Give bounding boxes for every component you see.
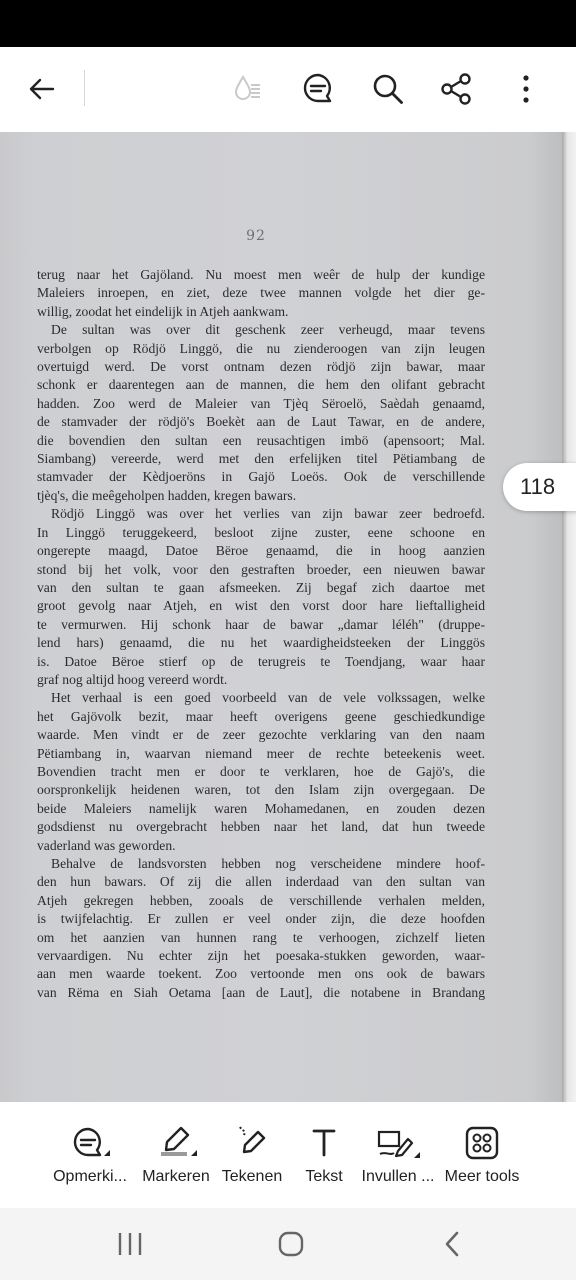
- bottom-toolbar: [0, 1102, 576, 1208]
- text-line: verbolgen op Rödjö Linggö, die nu zienderoogen van zijn leugen: [37, 340, 485, 356]
- text-line: stond bij het volk, voor den gestraften broeder, een nieuwen bawar: [37, 561, 485, 577]
- system-nav-bar: [0, 1208, 576, 1280]
- text-line: is. Datoe Bëroe stierf op de terugreis te Toendjang, waar haar: [37, 653, 485, 669]
- text-line: van Rëma en Siah Oetama [aan de Laut], die notabene in Brandang: [37, 984, 485, 1000]
- text-line: vervaardigen. Nu echter zijn het poesaka-stukken geworden, waar-: [37, 948, 485, 964]
- text-line: terug naar het Gajöland. Nu moest men weêr de hulp der kundige: [37, 267, 485, 282]
- reader-mode-icon[interactable]: [226, 67, 270, 111]
- text-line: schonk er daarentegen aan de mannen, die hem den olifant gebracht: [37, 377, 485, 393]
- text-line: overtuigd werd. De vorst ontnam dezen rödjö zijn bawar, maar: [37, 359, 485, 375]
- text-line: lend hars) genaamd, die nu het waardigheidsteeken der Linggös: [37, 635, 485, 651]
- text-line: de stamvader der rödjö's Boekèt aan de Laut Tawar, en de andere,: [37, 414, 485, 430]
- text-line: godsdienst nu overgebracht hebben naar het land, dat hun tweede: [37, 819, 485, 835]
- search-icon[interactable]: [366, 67, 410, 111]
- text-line: is twijfelachtig. Er zullen er veel onder zijn, die deze hoofden: [37, 911, 485, 927]
- page-edge: [562, 132, 576, 1102]
- tool-more-label: Meer tools: [444, 1168, 520, 1185]
- text-line: willig, zoodat het eindelijk in Atjeh aankwam.: [37, 303, 289, 319]
- tool-comment[interactable]: [45, 1120, 135, 1186]
- page-header-number: 92: [246, 228, 266, 244]
- scanned-page: [0, 132, 562, 1102]
- back-arrow-icon[interactable]: [20, 67, 64, 111]
- text-line: aan men waarde toekent. Zoo vertoonde men ons ook de bawars: [37, 966, 485, 982]
- text-line: vaderland was geworden.: [37, 837, 176, 853]
- text-line: Maleiers inroepen, en ziet, deze twee mannen volgde het dier ge-: [37, 285, 485, 301]
- text-line: In Linggö teruggekeerd, besloot zijne zuster, eene schoone en: [37, 524, 485, 540]
- document-viewport[interactable]: [0, 132, 576, 1102]
- text-line: oorspronkelijk heidenen waren, tot den Islam zijn overgegaan. De: [37, 782, 485, 798]
- text-line: om het aanzien van hunnen rang te verhoogen, zichzelf lieten: [37, 929, 485, 945]
- text-line: waarde. Men vindt er de zeer gezochte verklaring van den naam: [37, 727, 485, 743]
- fill-sign-icon: [353, 1120, 443, 1166]
- comments-list-icon[interactable]: [296, 67, 340, 111]
- tool-draw-label: Tekenen: [221, 1168, 283, 1185]
- text-line: Siambang) vereerde, werd met den erfelijken titel Pëtiambang de: [37, 451, 485, 467]
- status-bar: [0, 0, 576, 47]
- text-line: groot gevolg naar Atjeh, en wist den vorst door hare lieftalligheid: [37, 598, 485, 614]
- tool-comment-label: Opmerki...: [53, 1168, 127, 1185]
- text-line: Bovendien tracht men er door te verklaren, hoe de Gajö's, die: [37, 763, 485, 779]
- text-line: De sultan was over dit geschenk zeer verheugd, maar tevens: [51, 322, 485, 338]
- share-icon[interactable]: [434, 67, 478, 111]
- comment-icon: [45, 1120, 135, 1166]
- top-toolbar: [0, 47, 576, 132]
- text-line: stamvader der Kèdjoeröns in Gajö Loeös. Ook de verschillende: [37, 469, 485, 485]
- text-line: Atjeh gekregen hebben, zooals de verschillende verhalen melden,: [37, 892, 485, 908]
- text-line: te vermurwen. Hij schonk haar de bawar „damar léléh" (druppe-: [37, 616, 485, 632]
- text-line: het Gajövolk bezit, maar heeft overigens geene geschiedkundige: [37, 708, 485, 724]
- current-page-indicator[interactable]: 118: [503, 463, 576, 511]
- tool-fill[interactable]: [353, 1120, 443, 1186]
- text-line: Het verhaal is een goed voorbeeld van de vele volkssagen, welke: [51, 690, 485, 706]
- tool-highlight-label: Markeren: [142, 1168, 210, 1185]
- text-line: van den sultan te gaan afsmeeken. Zij begaf zich daartoe met: [37, 579, 485, 595]
- text-line: Behalve de landsvorsten hebben nog verscheidene mindere hoof-: [51, 856, 485, 871]
- text-line: beide Maleiers namelijk waren Mohamedanen, en zouden dezen: [37, 800, 485, 816]
- text-line: Pëtiambang in, waarvan niemand meer de rechte beteekenis weet.: [37, 745, 485, 761]
- page-text: [37, 266, 485, 1002]
- text-line: den hun bawars. Of zij die allen inderdaad van den sultan van: [37, 874, 485, 890]
- tool-text-label: Tekst: [305, 1168, 343, 1185]
- text-line: Rödjö Linggö was over het verlies van zijn bawar zeer bedroefd.: [51, 506, 485, 522]
- text-line: graf nog altijd hoog vereerd wordt.: [37, 671, 228, 687]
- tool-more[interactable]: [437, 1120, 527, 1186]
- more-vertical-icon[interactable]: [504, 67, 548, 111]
- nav-back-icon[interactable]: [422, 1224, 482, 1264]
- text-line: die bovendien den sultan een reusachtigen imbö (apensoort; Mal.: [37, 432, 485, 448]
- text-line: ongerepte maagd, Datoe Bëroe genaamd, die in hoog aanzien: [37, 543, 485, 559]
- grid-icon: [437, 1120, 527, 1166]
- tool-fill-label: Invullen ...: [361, 1168, 435, 1185]
- toolbar-divider: [84, 70, 85, 106]
- text-line: tjèq's, die meêgeholpen hadden, kregen bawars.: [37, 487, 297, 503]
- text-line: hadden. Zoo werd de Maleier van Tjèq Sëroelö, Saèdah genaamd,: [37, 395, 485, 411]
- recent-apps-icon[interactable]: [100, 1224, 160, 1264]
- home-icon[interactable]: [261, 1224, 321, 1264]
